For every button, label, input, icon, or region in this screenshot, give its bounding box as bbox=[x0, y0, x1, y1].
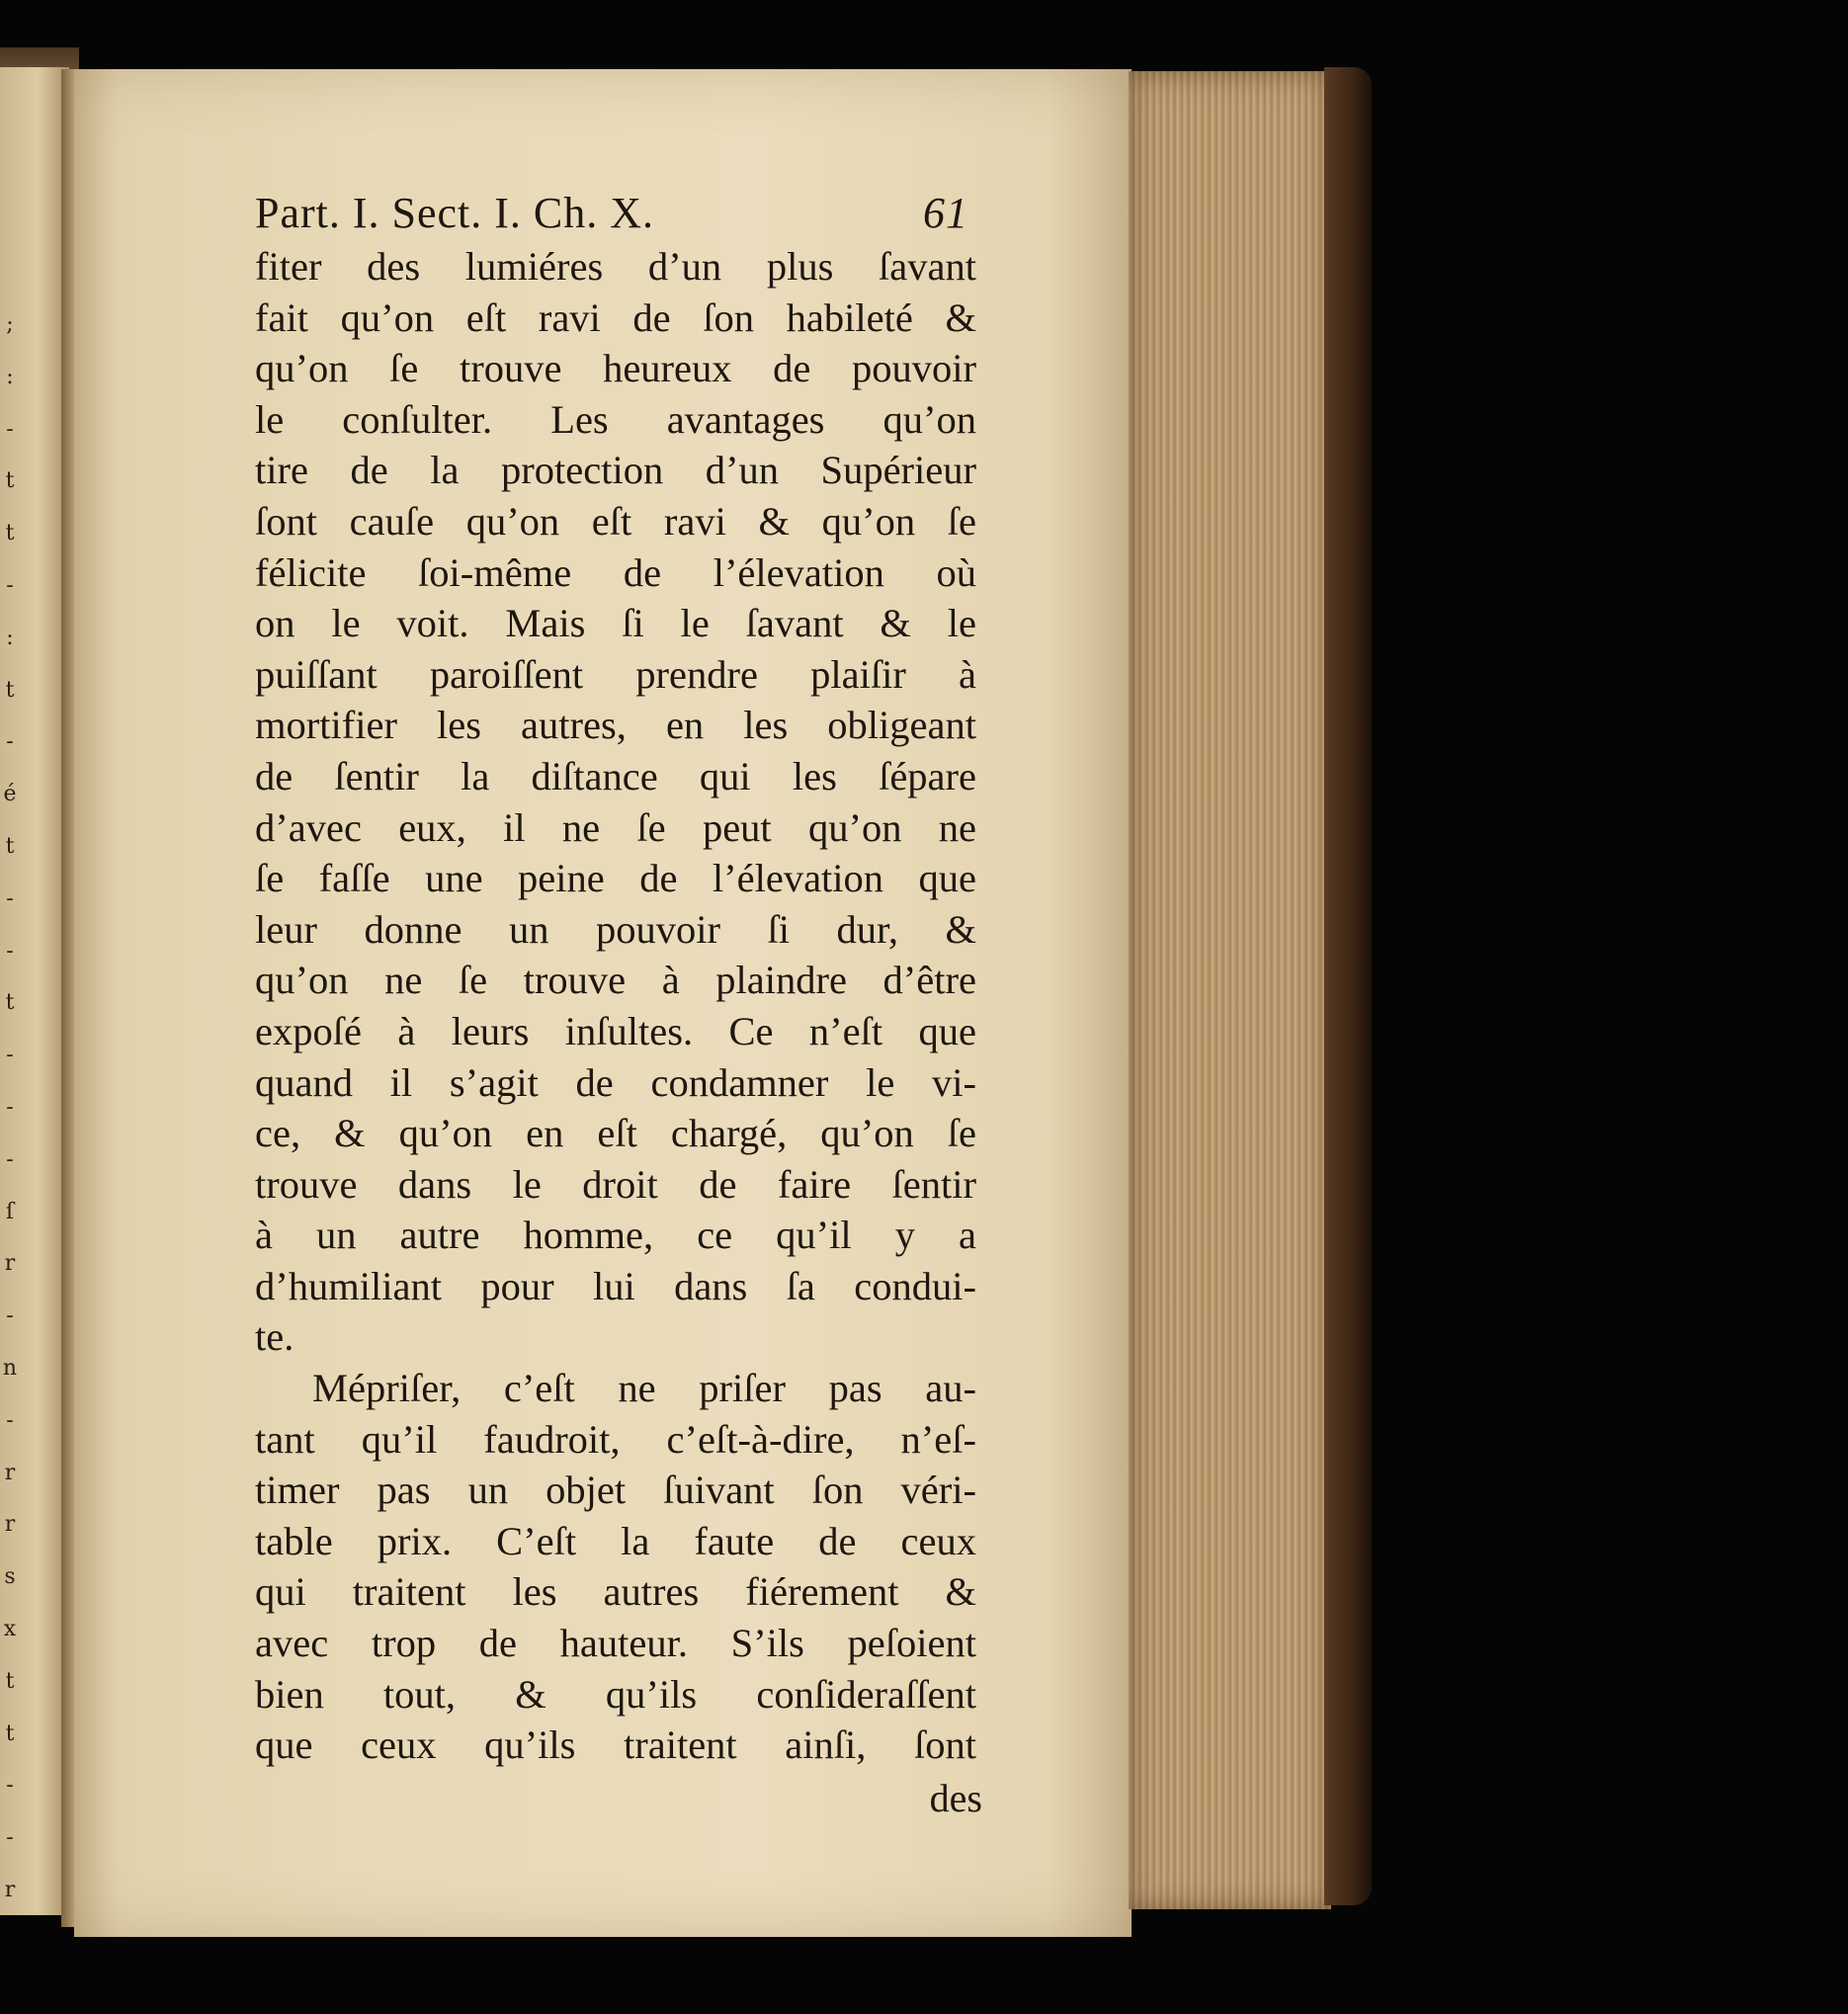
text-line: trouve dans le droit de faire ſentir bbox=[255, 1161, 976, 1207]
text-line: ſe faſſe une peine de l’élevation que bbox=[255, 856, 976, 901]
text-line: table prix. C’eſt la faute de ceux bbox=[255, 1518, 976, 1563]
facing-page-glyph: - bbox=[6, 572, 14, 598]
facing-page-strip bbox=[0, 67, 69, 1915]
facing-page-glyph: - bbox=[6, 938, 14, 964]
facing-page-glyph: - bbox=[6, 1043, 14, 1068]
text-line: leur donne un pouvoir ſi dur, & bbox=[255, 906, 976, 952]
text-block bbox=[255, 186, 982, 1824]
facing-page-glyph: x bbox=[3, 1616, 17, 1641]
text-line: ſont cauſe qu’on eſt ravi & qu’on ſe bbox=[255, 498, 976, 544]
text-line: mortifier les autres, en les obligeant bbox=[255, 703, 976, 748]
text-line: de ſentir la diſtance qui les ſépare bbox=[255, 753, 976, 798]
catchword: des bbox=[929, 1775, 982, 1820]
facing-page-glyph: - bbox=[6, 1773, 14, 1799]
facing-page-glyph: ; bbox=[6, 312, 14, 337]
facing-page-glyph: : bbox=[6, 364, 14, 389]
text-line: tant qu’il faudroit, c’eſt-à-dire, n’eſ- bbox=[255, 1416, 976, 1462]
text-line: à un autre homme, ce qu’il y a bbox=[255, 1213, 976, 1258]
text-line: quand il s’agit de condamner le vi- bbox=[255, 1059, 976, 1105]
facing-page-glyph: - bbox=[6, 885, 14, 911]
text-line: qu’on ne ſe trouve à plaindre d’être bbox=[255, 958, 976, 1003]
text-line: ce, & qu’on en eſt chargé, qu’on ſe bbox=[255, 1111, 976, 1156]
text-line: d’avec eux, il ne ſe peut qu’on ne bbox=[255, 804, 976, 850]
fore-edge bbox=[1129, 71, 1331, 1909]
text-line: Mépriſer, c’eſt ne priſer pas au- bbox=[312, 1366, 976, 1411]
text-line: on le voit. Mais ſi le ſavant & le bbox=[255, 601, 976, 646]
facing-page-glyph: - bbox=[6, 416, 14, 442]
page-61 bbox=[74, 69, 1132, 1937]
facing-page-glyph: t bbox=[5, 1668, 15, 1694]
facing-page-glyph: t bbox=[5, 990, 15, 1016]
paragraph-2 bbox=[255, 1363, 976, 1771]
text-line: timer pas un objet ſuivant ſon véri- bbox=[255, 1468, 976, 1513]
facing-page-glyph: n bbox=[2, 1355, 18, 1381]
facing-page-glyph: - bbox=[6, 1094, 14, 1120]
text-line: avec trop de hauteur. S’ils peſoient bbox=[255, 1621, 976, 1666]
facing-page-glyph: s bbox=[4, 1564, 16, 1590]
facing-page-glyph: ſ bbox=[5, 1199, 15, 1224]
back-cover bbox=[1324, 67, 1372, 1905]
facing-page-glyph: t bbox=[5, 833, 15, 859]
text-line: qui traitent les autres fiérement & bbox=[255, 1569, 976, 1615]
text-line: que ceux qu’ils traitent ainſi, ſont bbox=[255, 1722, 976, 1768]
facing-page-glyph: t bbox=[5, 521, 15, 546]
facing-page-glyph: - bbox=[6, 1825, 14, 1851]
running-head-title: Part. I. Sect. I. Ch. X. bbox=[255, 189, 655, 237]
text-line: te. bbox=[255, 1314, 294, 1360]
text-line: tire de la protection d’un Supérieur bbox=[255, 448, 976, 493]
facing-page-glyph: é bbox=[3, 782, 17, 807]
facing-page-glyph: r bbox=[4, 1460, 16, 1485]
text-line: le conſulter. Les avantages qu’on bbox=[255, 396, 976, 442]
facing-page-fragments bbox=[0, 299, 20, 1917]
facing-page-glyph: r bbox=[4, 1251, 16, 1277]
paragraph-1 bbox=[255, 241, 976, 1363]
facing-page-glyph: t bbox=[5, 1720, 15, 1746]
facing-page-glyph: - bbox=[6, 1303, 14, 1329]
text-line: félicite ſoi-même de l’élevation où bbox=[255, 549, 976, 595]
facing-page-glyph: t bbox=[5, 468, 15, 494]
facing-page-glyph: r bbox=[4, 1512, 16, 1538]
text-line: fiter des lumiéres d’un plus ſavant bbox=[255, 244, 976, 289]
text-line: bien tout, & qu’ils conſideraſſent bbox=[255, 1671, 976, 1717]
facing-page-glyph: : bbox=[6, 625, 14, 650]
text-line: d’humiliant pour lui dans ſa condui- bbox=[255, 1263, 976, 1308]
facing-page-glyph: - bbox=[6, 1146, 14, 1172]
facing-page-glyph: t bbox=[5, 677, 15, 703]
text-line: fait qu’on eſt ravi de ſon habileté & bbox=[255, 294, 976, 340]
text-line: puiſſant paroiſſent prendre plaiſir à bbox=[255, 651, 976, 697]
facing-page-glyph: r bbox=[4, 1877, 16, 1902]
text-line: qu’on ſe trouve heureux de pouvoir bbox=[255, 346, 976, 391]
facing-page-glyph: - bbox=[6, 729, 14, 755]
text-line: expoſé à leurs inſultes. Ce n’eſt que bbox=[255, 1008, 976, 1053]
running-head bbox=[255, 186, 976, 241]
page-number: 61 bbox=[923, 189, 968, 237]
facing-page-glyph: - bbox=[6, 1407, 14, 1433]
